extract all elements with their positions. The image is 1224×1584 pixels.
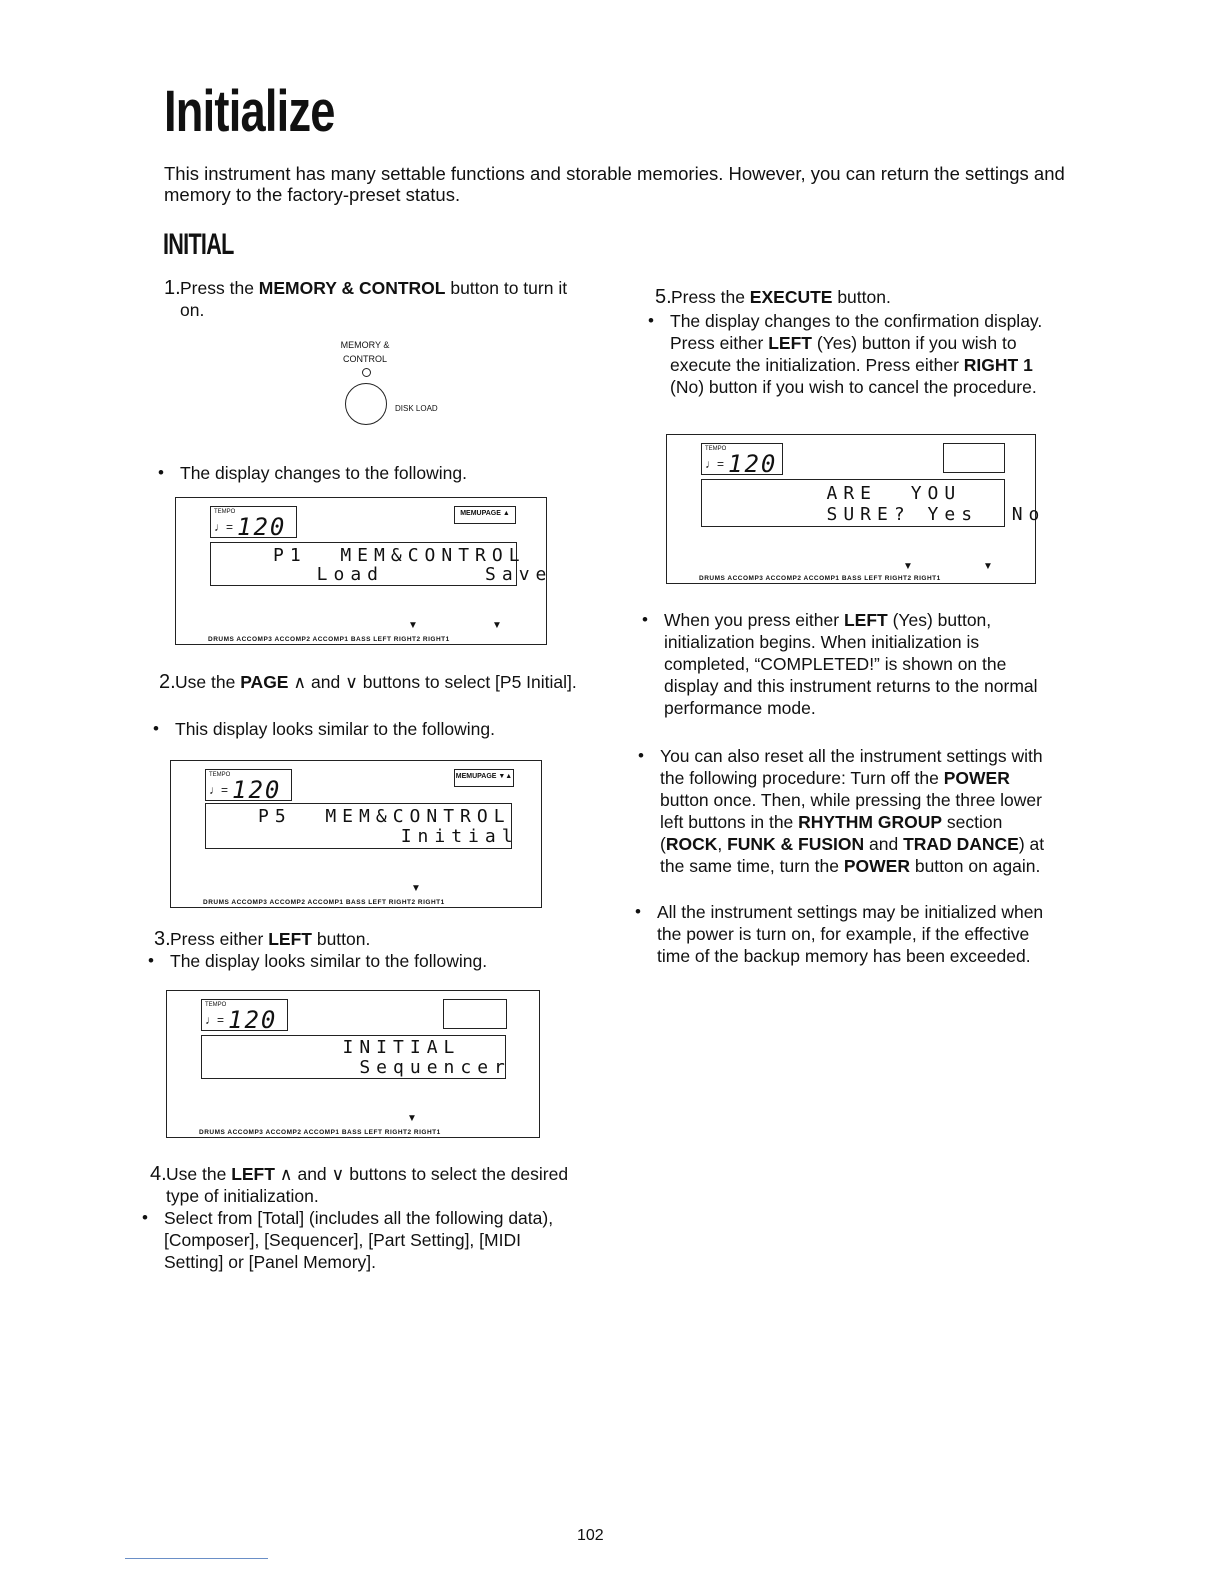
note-icon: ♩= [209,783,229,797]
bullet-dot-icon: • [635,902,641,921]
arrow-down-icon: ▼ [411,883,421,894]
step-text: Press the [671,287,750,307]
step-bold: LEFT [268,929,312,949]
step-bold: LEFT [231,1164,275,1184]
arrow-down-icon: ▼ [407,1113,417,1124]
step-3 [154,928,580,950]
step-text: ∧ and ∨ buttons to select [P5 Initial]. [288,672,577,692]
lcd-line-1: P5 MEM&CONTROL [258,806,511,827]
step-bold: EXECUTE [749,287,833,307]
bullet-text: The display changes to the confirmation display. Press either [670,311,1043,353]
button-label-1: MEMORY & [340,340,390,350]
step-1 [164,277,590,321]
bullet-dot-icon: • [642,610,648,629]
bullet-text: You can also reset all the instrument settings with the following procedure: Turn off the [660,746,1043,788]
bullet-7 [638,745,1060,877]
button-circle-icon [345,383,387,425]
bullet-text: button on again. [909,856,1041,876]
lcd-display-3 [166,990,540,1138]
arrow-down-icon: ▼ [408,620,418,631]
tempo-label: TEMPO [214,509,236,515]
step-2 [159,671,585,693]
bullet-text: , [717,834,728,854]
bullet-text: (Yes) button, initialization begins. When initialization is completed, “COMPLETED!” is shown on the display and this instrument returns to the normal performance mode. [664,610,1038,718]
step-number: 2. [159,671,176,693]
bullet-dot-icon: • [158,463,164,482]
lcd-line-1: INITIAL [292,1037,461,1058]
step-text: ∧ and ∨ buttons to select the desired type of initialization. [166,1164,569,1206]
arrow-down-icon: ▼ [983,561,993,572]
step-text: button. [832,287,891,307]
bullet-text: section ( [660,812,1003,854]
tempo-box [201,999,288,1034]
bullet-text: ) at the same time, turn the [660,834,1045,876]
bullet-6 [642,609,1064,719]
bullet-dot-icon: • [153,719,159,738]
step-number: 1. [164,277,181,299]
bullet-5 [648,310,1070,398]
bullet-4 [142,1207,569,1273]
step-text: button. [311,929,371,949]
step-number: 5. [655,286,672,308]
bullet-dot-icon: • [142,1208,148,1227]
bullet-text: When you press either [664,610,844,630]
bullet-dot-icon: • [148,951,154,970]
bullet-text: This display looks similar to the following. [175,719,495,739]
bullet-text: The display changes to the following. [180,463,467,483]
button-label-2: CONTROL [342,354,387,364]
note-icon: ♩= [205,1013,225,1027]
lcd-display-1 [175,497,553,645]
note-icon: ♩= [705,457,725,471]
lcd-main-box [701,479,1046,527]
section-heading: INITIAL [163,228,234,261]
step-number: 3. [154,928,171,950]
page-indicator-empty [943,443,1005,473]
page-title: Initialize [164,79,335,144]
bullet-text: (Yes) button if you wish to execute the initialization. Press either [670,333,1017,375]
lcd-main-box [210,542,553,586]
bullet-bold: ROCK [665,834,718,854]
step-text: Press either [170,929,269,949]
page-indicator: MEMUPAGE ▲ [454,506,516,524]
bullet-3 [148,950,580,972]
arrow-down-icon: ▼ [903,561,913,572]
bullet-bold: POWER [943,768,1010,788]
footer-line [125,1558,268,1559]
tempo-label: TEMPO [705,446,727,452]
bullet-bold: LEFT [768,333,812,353]
step-text: Use the [175,672,241,692]
lcd-main-box [201,1035,511,1079]
bullet-dot-icon: • [648,311,654,330]
lcd-display-4 [666,434,1046,584]
bullet-1 [158,462,590,484]
bullet-2 [153,718,585,740]
lcd-bottom-labels: DRUMS ACCOMP3 ACCOMP2 ACCOMP1 BASS LEFT RIGHT2 RIGHT1 [699,575,941,582]
tempo-box [210,506,297,541]
lcd-line-2: Load Save [283,564,553,585]
tempo-box [205,769,292,804]
tempo-value: 120 [237,513,287,541]
bullet-bold: POWER [843,856,910,876]
bullet-bold: RIGHT 1 [963,355,1033,375]
bullet-bold: RHYTHM GROUP [798,812,943,832]
bullet-text: and [864,834,904,854]
tempo-label: TEMPO [205,1002,227,1008]
bullet-bold: LEFT [843,610,888,630]
step-bold: PAGE [240,672,289,692]
step-number: 4. [150,1163,167,1185]
bullet-text: The display looks similar to the following. [170,951,488,971]
step-text: Press the [180,278,259,298]
disk-load-label: DISK LOAD [395,404,438,413]
bullet-text: All the instrument settings may be initialized when the power is turn on, for example, if the effective time of the backup memory has been exceeded. [657,902,1044,966]
step-text: Use the [166,1164,232,1184]
tempo-value: 120 [228,1006,278,1034]
lcd-line-2: SURE? Yes No [776,504,1046,525]
bullet-8 [635,901,1057,967]
lcd-bottom-labels: DRUMS ACCOMP3 ACCOMP2 ACCOMP1 BASS LEFT RIGHT2 RIGHT1 [199,1129,441,1136]
step-bold: MEMORY & CONTROL [258,278,446,298]
lcd-line-2: Sequencer [292,1057,511,1078]
memory-control-button-figure [330,340,460,430]
intro-paragraph: This instrument has many settable functions and storable memories. However, you can return the settings and memory to the factory-preset status. [164,163,1065,205]
page-indicator: MEMUPAGE ▼▲ [454,769,514,787]
tempo-value: 120 [232,776,282,804]
note-icon: ♩= [214,520,234,534]
bullet-text: button once. Then, while pressing the three lower left buttons in the [660,790,1042,832]
lcd-main-box [205,803,519,849]
lcd-line-1: ARE YOU [776,483,962,504]
lcd-display-2 [170,760,542,908]
bullet-dot-icon: • [638,746,644,765]
page-number: 102 [577,1527,604,1544]
bullet-text: Select from [Total] (includes all the following data), [Composer], [Sequencer], [Part Setting], [MIDI Setting] or [Panel Memory]. [164,1208,554,1272]
bullet-bold: FUNK & FUSION [727,834,865,854]
page-indicator-empty [443,999,507,1029]
arrow-down-icon: ▼ [492,620,502,631]
step-text: button to turn it on. [180,278,568,320]
led-icon [362,368,371,377]
lcd-bottom-labels: DRUMS ACCOMP3 ACCOMP2 ACCOMP1 BASS LEFT RIGHT2 RIGHT1 [203,899,445,906]
lcd-line-2: Initial [266,826,519,847]
step-4 [150,1163,571,1207]
lcd-bottom-labels: DRUMS ACCOMP3 ACCOMP2 ACCOMP1 BASS LEFT RIGHT2 RIGHT1 [208,636,450,643]
tempo-box [701,443,783,478]
tempo-label: TEMPO [209,772,231,778]
bullet-bold: TRAD DANCE [903,834,1019,854]
lcd-line-1: P1 MEM&CONTROL [273,545,526,566]
step-5 [655,286,1071,308]
tempo-value: 120 [728,450,778,478]
bullet-text: (No) button if you wish to cancel the procedure. [670,377,1037,397]
